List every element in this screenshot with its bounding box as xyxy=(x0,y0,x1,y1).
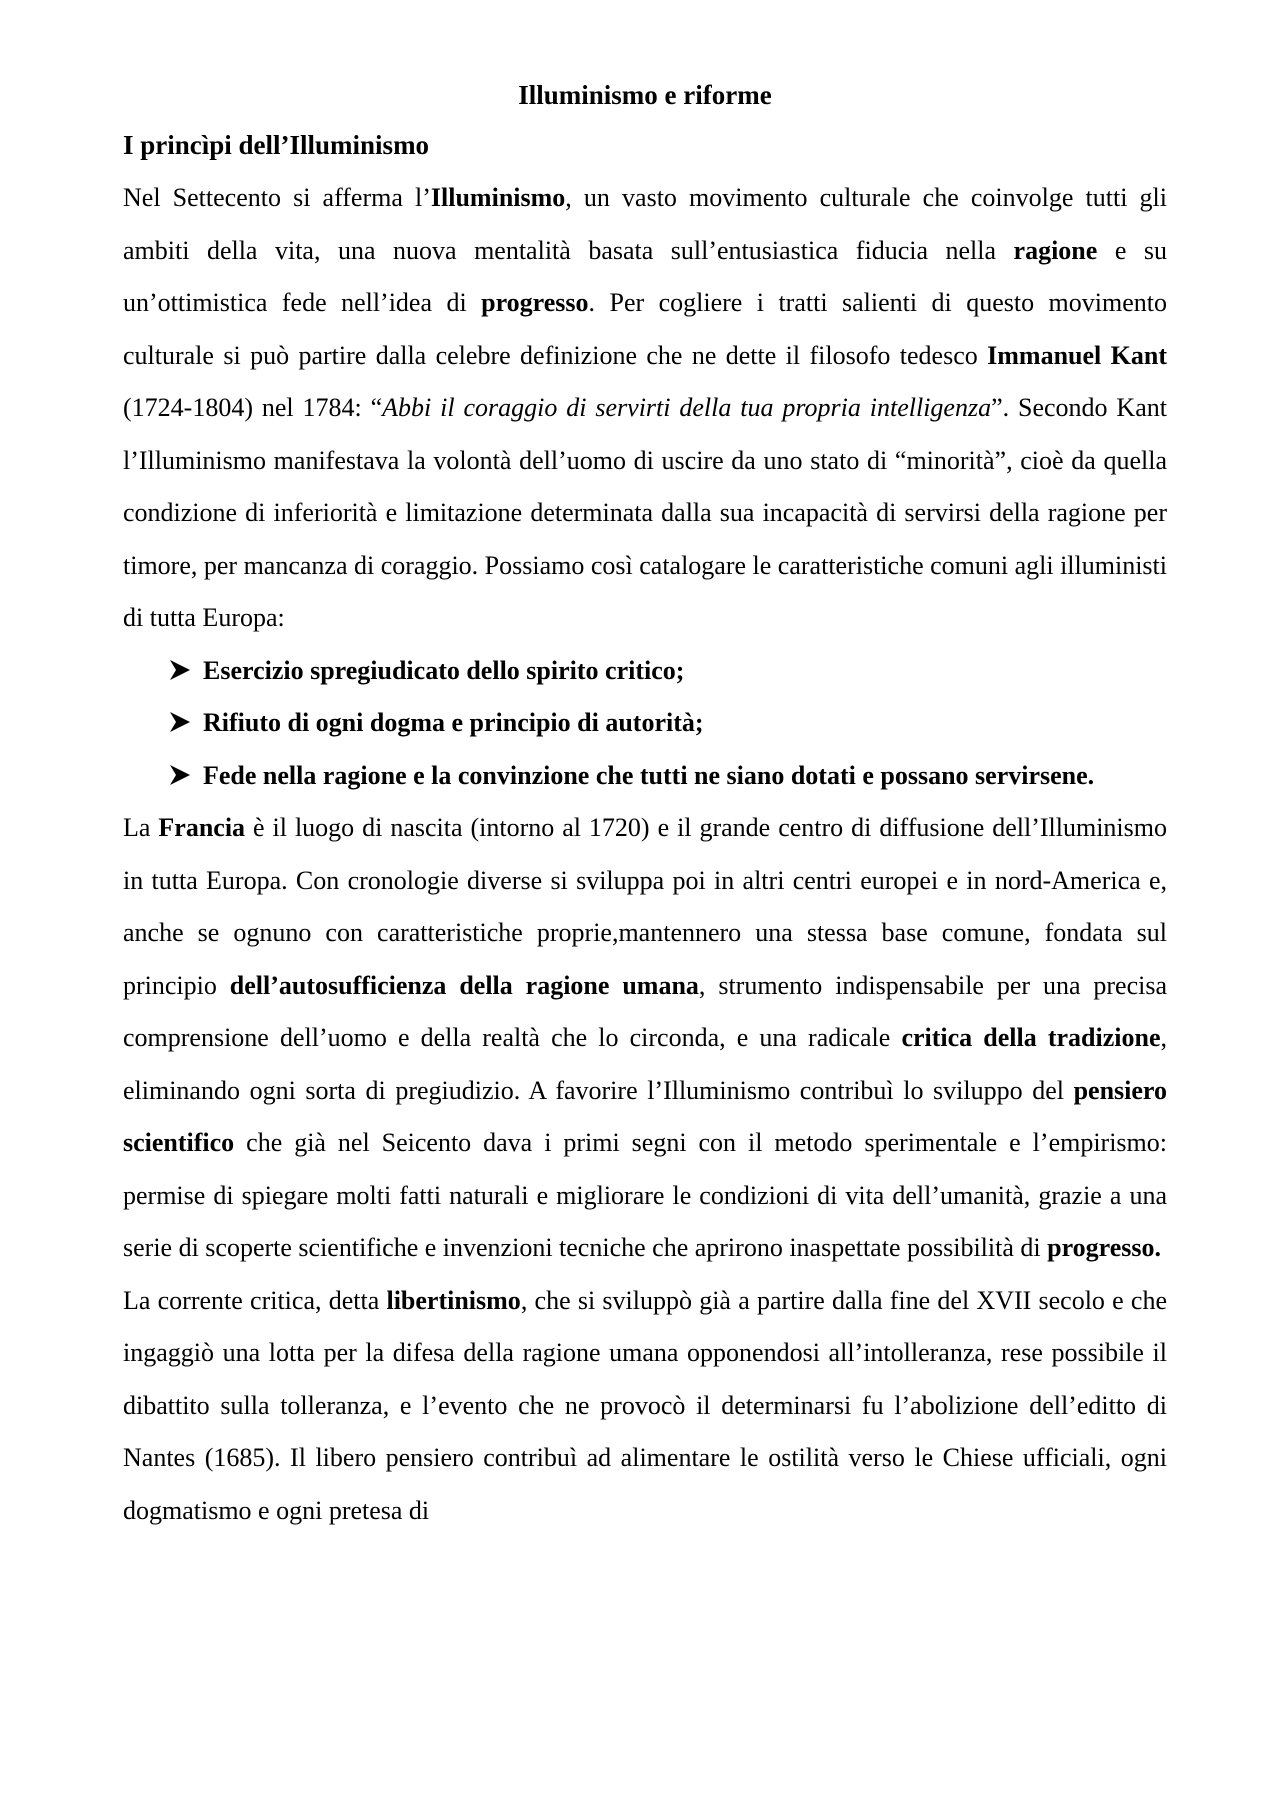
bullet-text: Rifiuto di ogni dogma e principio di autorità; xyxy=(203,708,704,737)
bold-text: pensiero scientifico xyxy=(123,1075,1167,1157)
arrowhead-bullet-icon xyxy=(168,710,192,734)
text-run: e su un’ottimistica fede nell’idea di xyxy=(123,235,1167,317)
paragraph-intro xyxy=(123,172,1167,645)
section-heading: I princìpi dell’Illuminismo xyxy=(123,130,430,160)
arrowhead-bullet-icon xyxy=(168,658,192,682)
bullet-text: Fede nella ragione e la convinzione che tutti ne siano dotati e possano servirsene. xyxy=(203,760,1095,790)
text-run: . Per cogliere i tratti salienti di questo movimento culturale si può partire dalla celebre definizione che ne dette il filosofo tedesco xyxy=(123,288,1167,370)
document-title: Illuminismo e riforme xyxy=(518,80,772,110)
text-run: che già nel Seicento dava i primi segni con il metodo sperimentale e l’empirismo: permise di spiegare molti fatti naturali e migliorare le condizioni di vita dell’umanità, grazie a una serie di scoperte scientifiche e invenzioni tecniche che aprirono inaspettate possibilità di xyxy=(123,1128,1167,1262)
bullet-list xyxy=(123,645,1167,803)
text-run: , strumento indispensabile per una precisa comprensione dell’uomo e della realtà che lo circonda, e una radicale xyxy=(123,970,1168,1052)
text-run: La xyxy=(123,813,159,842)
italic-text: Abbi il coraggio di servirti della tua propria intelligenza xyxy=(382,393,992,422)
bold-text: progresso. xyxy=(1047,1233,1161,1262)
text-run: La corrente critica, detta xyxy=(123,1285,387,1315)
bold-text: critica della tradizione xyxy=(901,1023,1161,1052)
bold-text: libertinismo xyxy=(386,1285,521,1315)
text-run: , che si sviluppò già a partire dalla fine del XVII secolo e che ingaggiò una lotta per la difesa della ragione umana opponendosi all’intolleranza, rese possibile il dibattito sulla tolleranza, e l’evento che ne provocò il determinarsi fu l’abolizione dell’editto di Nantes (1685). Il libero pensiero contribuì ad alimentare le ostilità verso le Chiese ufficiali, ogni dogmatismo e ogni pretesa di xyxy=(123,1285,1167,1525)
arrowhead-bullet-icon xyxy=(168,763,192,787)
text-run: ”. Secondo Kant l’Illuminismo manifestava la volontà dell’uomo di uscire da uno stato di “minorità”, cioè da quella condizione di inferiorità e limitazione determinata dalla sua incapacità di servirsi della ragione per timore, per mancanza di coraggio. Possiamo così catalogare le caratteristiche comuni agli illuministi di tutta Europa: xyxy=(123,393,1167,632)
text-run: Nel Settecento si afferma l’ xyxy=(123,183,431,212)
text-run: (1724-1804) nel 1784: “ xyxy=(123,393,383,422)
bullet-item xyxy=(168,750,1167,803)
bold-text: Immanuel Kant xyxy=(987,340,1168,370)
text-run: , eliminando ogni sorta di pregiudizio. A favorire l’Illuminismo contribuì lo sviluppo del xyxy=(123,1023,1167,1105)
paragraph-libertinismo xyxy=(123,1275,1167,1538)
bold-text: progresso xyxy=(481,288,589,317)
bold-text: Francia xyxy=(158,813,246,842)
paragraph-francia xyxy=(123,802,1167,1275)
bullet-item xyxy=(168,697,1167,750)
bullet-item xyxy=(168,645,1167,698)
bold-text: ragione xyxy=(1013,235,1098,265)
text-run: è il luogo di nascita (intorno al 1720) e il grande centro di diffusione dell’Illuminismo in tutta Europa. Con cronologie diverse si sviluppa poi in altri centri europei e in nord-America e, anche se ognuno con caratteristiche proprie,mantennero una stessa base comune, fondata sul principio xyxy=(123,813,1167,1000)
document-page xyxy=(123,80,1167,1537)
bold-text: dell’autosufficienza della ragione umana xyxy=(229,970,699,1000)
bullet-text: Esercizio spregiudicato dello spirito critico; xyxy=(203,655,685,685)
text-run: , un vasto movimento culturale che coinvolge tutti gli ambiti della vita, una nuova mentalità basata sull’entusiastica fiducia nella xyxy=(123,183,1167,265)
bold-text: Illuminismo xyxy=(430,183,566,212)
